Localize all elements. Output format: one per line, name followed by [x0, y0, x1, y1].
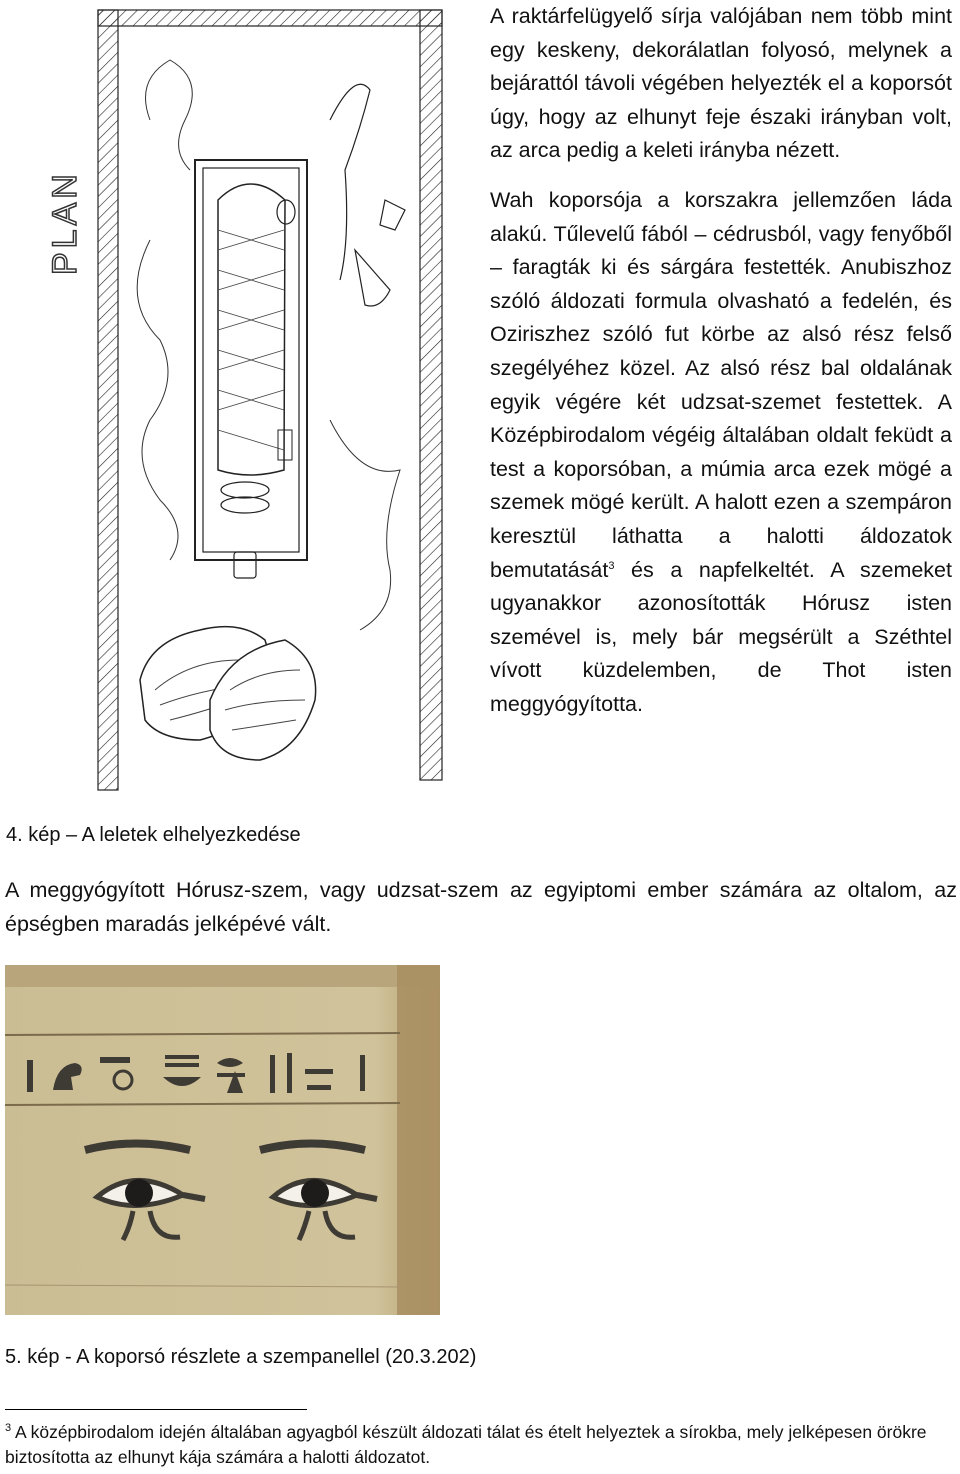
- fan-object: [355, 250, 390, 306]
- mummy-outline: [218, 184, 285, 475]
- paragraph-coffin-description: [490, 184, 952, 722]
- wood-surface: [5, 965, 440, 1315]
- hieroglyph-stroke: [360, 1055, 365, 1091]
- cord-lines: [330, 420, 400, 630]
- hieroglyph-bar: [217, 1073, 245, 1077]
- hieroglyph-pillar: [270, 1055, 275, 1093]
- tomb-plan-drawing: [0, 0, 470, 800]
- figure-caption-5: 5. kép - A koporsó részlete a szempanellel (20.3.202): [5, 1346, 477, 1368]
- pupil: [301, 1179, 329, 1207]
- top-wall: [98, 10, 442, 26]
- wood-top-edge: [5, 965, 440, 987]
- footnote-ref[interactable]: 3: [608, 559, 615, 572]
- tomb-plan-figure: [0, 0, 470, 800]
- stick-object: [330, 84, 370, 280]
- hieroglyph-bar: [305, 1069, 333, 1074]
- cord-lines: [137, 60, 192, 560]
- box-object: [380, 200, 405, 230]
- paragraph-horus-eye: A meggyógyított Hórusz-szem, vagy udzsat-szem az egyiptomi ember számára az oltalom, az épségben maradás jelképévé vált.: [5, 878, 957, 936]
- coffin-eye-panel: [5, 965, 440, 1315]
- figure-caption-4: 4. kép – A leletek elhelyezkedése: [6, 824, 301, 846]
- paragraph-coffin-text-a: Wah koporsója a korszakra jellemzően láda alakú. Tűlevelű fából – cédrusból, vagy fenyőből – faragták ki és sárgára festették. Anubiszhoz szóló áldozati formula olvasható a fedelén, és Oziriszhez szóló fut körbe az alsó rész felső szegélyéhez közel. Az alsó rész bal oldalának egyik végére két udzsat-szemet festettek. A Középbirodalom végéig általában oldalt feküdt a test a koporsóban, a múmia arca ezek mögé a szemek mögé került. A halott ezen a szempáron keresztül láthatta a halotti áldozatok bemutatását: [490, 187, 952, 582]
- pupil: [125, 1179, 153, 1207]
- left-wall: [98, 10, 118, 790]
- right-column-text: [490, 0, 952, 721]
- footnote-separator: [5, 1409, 307, 1410]
- hieroglyph-bar: [307, 1085, 331, 1090]
- wood-side-edge: [397, 965, 440, 1315]
- footnote-text: A középbirodalom idején általában agyagból készült áldozati tálat és ételt helyeztek a sírokba, mely jelképesen örökre biztosította az elhunyt kája számára a halotti áldozatot.: [5, 1422, 927, 1467]
- coffin-photo: [5, 965, 440, 1315]
- footnote: [5, 1420, 955, 1470]
- hieroglyph-staff: [287, 1053, 292, 1093]
- footnote-number: 3: [5, 1422, 12, 1435]
- sandal-object: [221, 482, 269, 498]
- paragraph-tomb-description: A raktárfelügyelő sírja valójában nem több mint egy keskeny, dekorálatlan folyosó, melynek a bejárattól távoli végében helyezték el a koporsót úgy, hogy az elhunyt feje északi irányban volt, az arca pedig a keleti irányba nézett.: [490, 4, 952, 163]
- right-wall: [420, 10, 442, 780]
- hieroglyph-bar: [165, 1063, 199, 1067]
- eye-tail: [357, 1195, 377, 1199]
- hieroglyph-bar: [100, 1057, 130, 1063]
- hieroglyph-bar: [165, 1055, 199, 1059]
- sandal-object: [221, 497, 269, 513]
- eye-tail: [183, 1195, 205, 1199]
- hieroglyph-reed: [27, 1060, 33, 1092]
- plan-label: PLAN: [46, 170, 84, 275]
- paragraph-coffin-text-b: és a napfelkeltét. A szemeket ugyanakkor azonosították Hórusz isten szemével is, mely bár megsérült a Széthtel vívott küzdelemben, de Thot isten meggyógyította.: [490, 557, 952, 716]
- jar-object: [234, 552, 256, 578]
